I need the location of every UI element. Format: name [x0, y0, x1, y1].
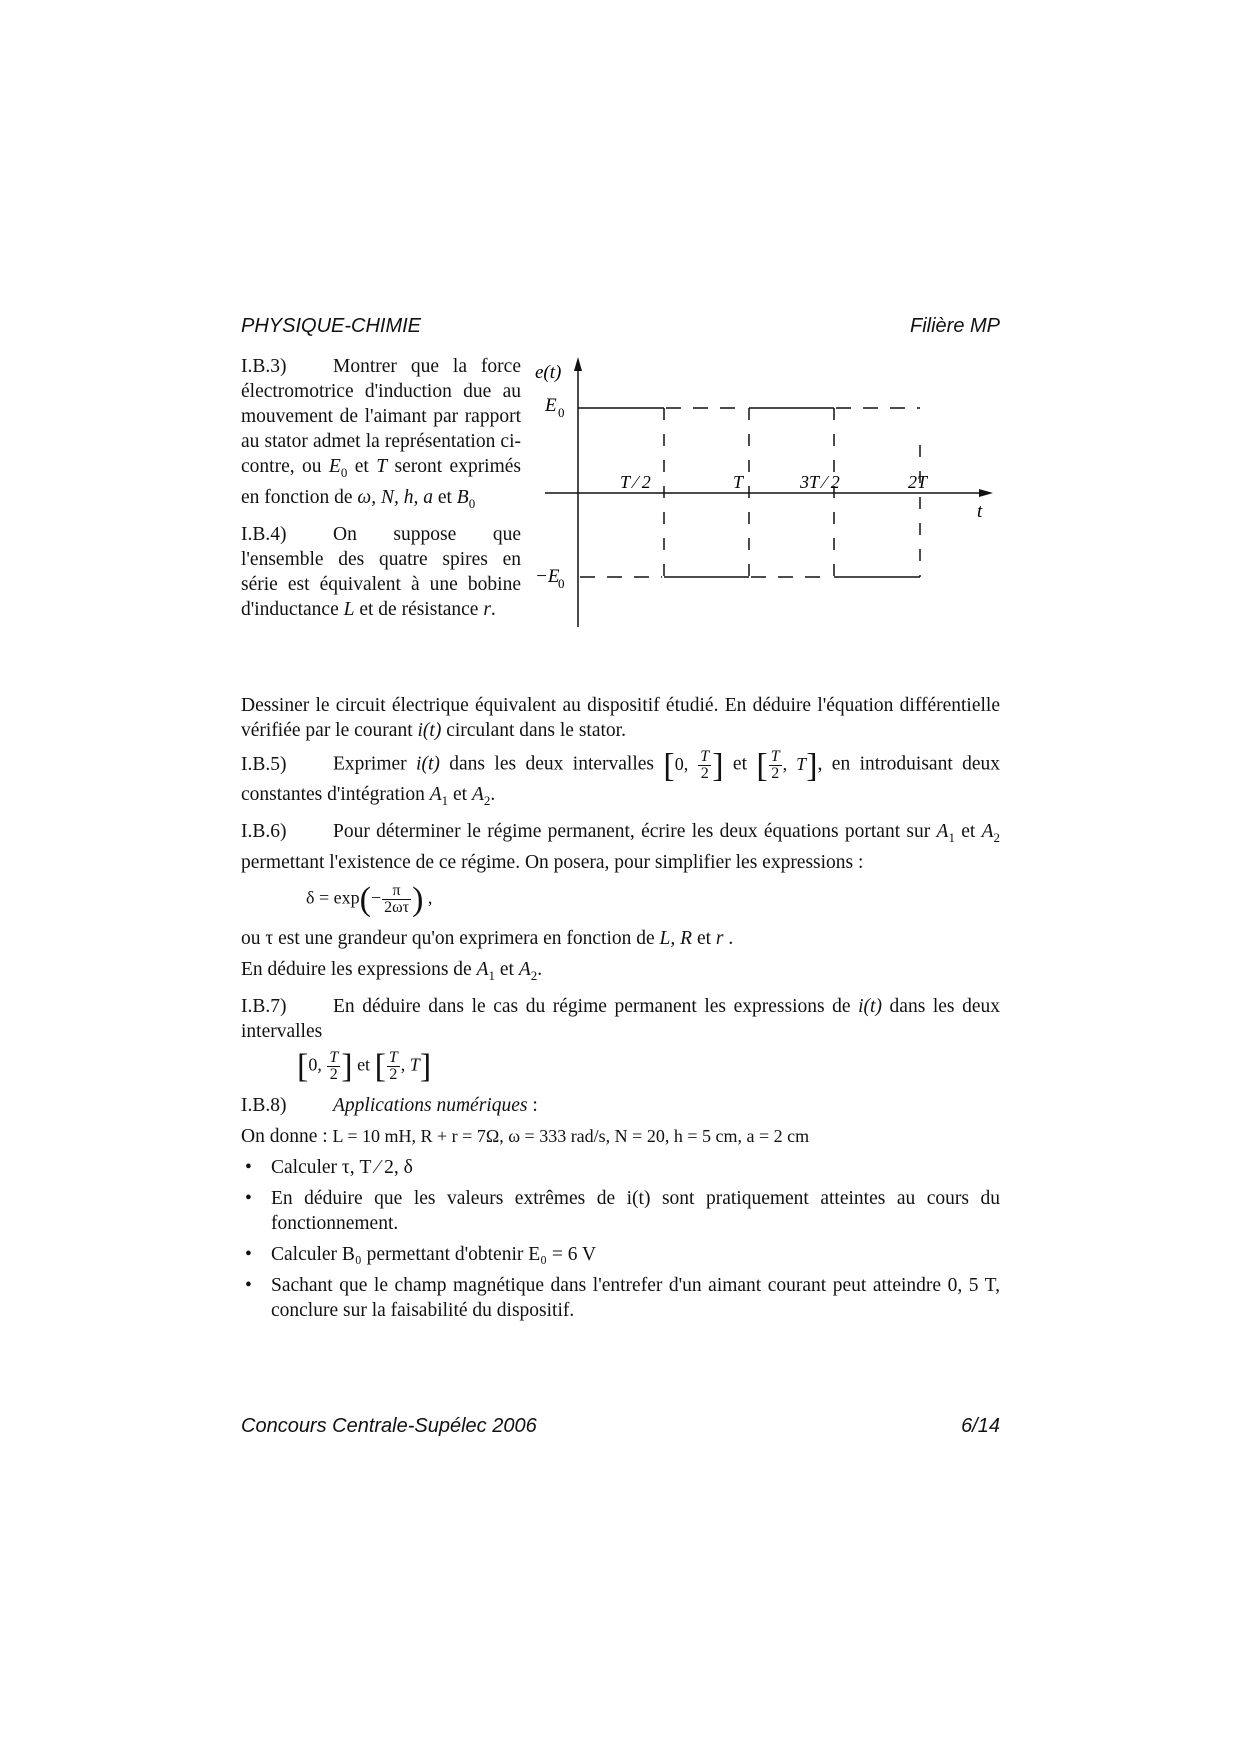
question-i-b-8: I.B.8) Applications numériques : — [241, 1094, 538, 1116]
footer-page-number: 6/14 — [961, 1415, 1000, 1437]
question-i-b-3: I.B.3) Montrer que la force électromotrice d'induction due au mouvement de l'aimant par rapport au stator admet la représentation ci-contre, ou $E_0$ et T seront exprimés en fonction de ω, N, h, a et $B_0$ — [241, 356, 522, 511]
tau-definition: ou τ est une grandeur qu'on exprimera en fonction de L, R et r . — [241, 927, 734, 949]
svg-text:E: E — [545, 395, 557, 416]
question-i-b-7: I.B.7) En déduire dans le cas du régime permanent les expressions de i(t) dans les deux intervalles — [241, 995, 1001, 1042]
question-i-b-4-continued: Dessiner le circuit électrique équivalent au dispositif étudié. En déduire l'équation différentielle vérifiée par le courant i(t) circulant dans le stator. — [241, 695, 1000, 741]
interval-1: [0, $\frac{T}{2}$ ] — [663, 747, 724, 784]
given-values: On donne : L = 10 mH, R + r = 7Ω, ω = 333 rad/s, N = 20, h = 5 cm, a = 2 cm — [241, 1125, 810, 1147]
y-axis-label: e(t) — [535, 362, 562, 383]
applications-list — [241, 1155, 1000, 1323]
list-item: • Calculer B₀ permettant d'obtenir E₀ = 6 V — [241, 1242, 1000, 1267]
intervals-formula: [0, $\frac{T}{2}$ ] et [ $\frac{T}{2}$ , T] — [297, 1047, 432, 1085]
tick-label: T ⁄ 2 — [620, 472, 651, 492]
tick-label: 3T ⁄ 2 — [800, 472, 840, 492]
question-i-b-5: I.B.5) Exprimer i(t) dans les deux intervalles [0, $\frac{T}{2}$ ] et [ $\frac{T}{2}$ , T], en introduisant deux constantes d'intégration $A_1$ et $A_2$. — [241, 747, 1001, 808]
main-text — [241, 693, 1000, 1329]
y-axis-arrow — [574, 357, 582, 371]
list-item: • Calculer τ, T ⁄ 2, δ — [241, 1155, 1000, 1180]
neg-e0-label — [535, 566, 565, 591]
svg-text:−E: −E — [535, 566, 560, 587]
e0-label — [544, 395, 565, 420]
tick-label: T — [733, 472, 744, 492]
deduce-constants: En déduire les expressions de $A_1$ et $A_2$. — [241, 958, 543, 983]
footer-contest: Concours Centrale-Supélec 2006 — [241, 1415, 537, 1437]
header-track: Filière MP — [909, 315, 1000, 337]
tick-label: 2T — [908, 472, 928, 492]
list-item: • En déduire que les valeurs extrêmes de i(t) sont pratiquement atteintes au cours du fonctionnement. — [241, 1186, 1000, 1236]
list-item: • Sachant que le champ magnétique dans l'entrefer d'un aimant courant peut atteindre 0, 5 T, conclure sur la faisabilité du dispositif. — [241, 1273, 1000, 1323]
square-wave-figure — [525, 355, 1005, 640]
left-column — [241, 354, 521, 628]
x-axis-label: t — [977, 501, 983, 522]
header-subject: PHYSIQUE-CHIMIE — [241, 315, 422, 337]
delta-formula: δ = exp(− $\frac{\pi}{2\omega\tau}$ ) , — [306, 880, 433, 918]
svg-text:0: 0 — [558, 405, 565, 420]
interval-2: [ $\frac{T}{2}$ , T] — [756, 747, 818, 784]
question-i-b-6: I.B.6) Pour déterminer le régime permanent, écrire les deux équations portant sur $A_1$ et $A_2$ permettant l'existence de ce régime. On posera, pour simplifier les expressions : — [241, 820, 1000, 873]
question-i-b-4: I.B.4) On suppose que l'ensemble des quatre spires en série est équivalent à une bobine d'inductance L et de résistance r. — [241, 523, 521, 620]
x-axis-arrow — [979, 489, 993, 497]
svg-text:0: 0 — [558, 576, 565, 591]
